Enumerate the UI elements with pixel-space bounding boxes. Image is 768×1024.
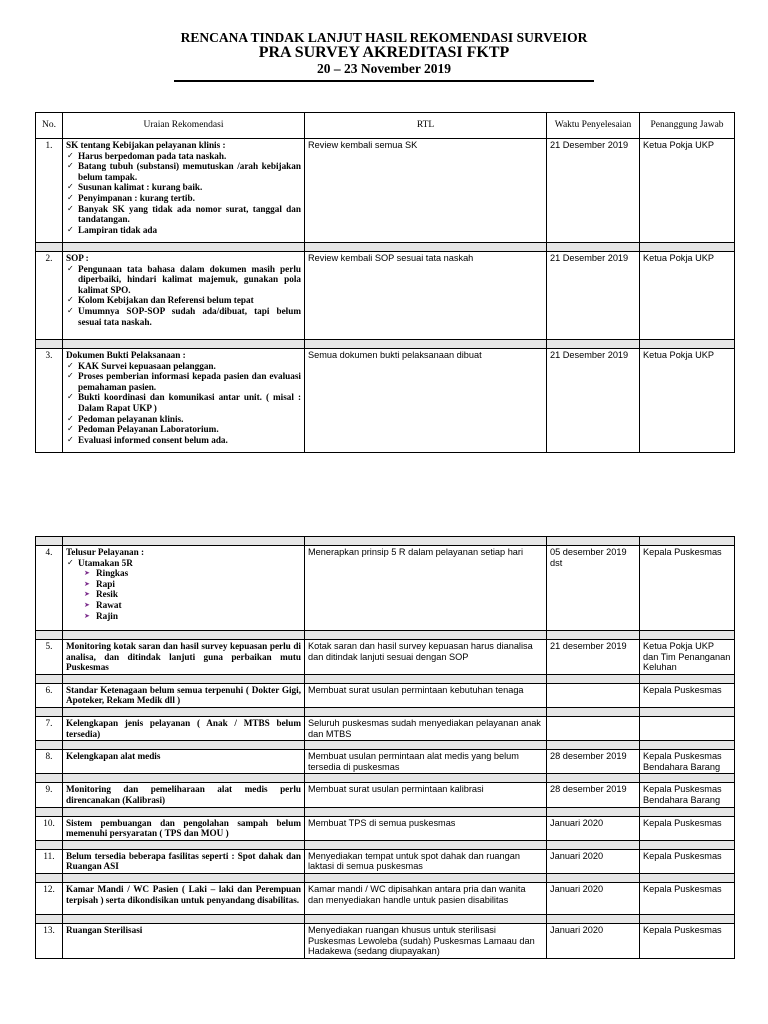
- list-item: ✓ KAK Survei kepuasaan pelanggan.: [78, 361, 301, 372]
- sub-list-item: [84, 599, 301, 611]
- table-row: [36, 849, 735, 873]
- row-waktu: [547, 683, 640, 707]
- list-item: ✓ Lampiran tidak ada: [78, 225, 301, 236]
- list-item: ✓ Bukti koordinasi dan komunikasi antar unit. ( misal : Dalam Rapat UKP ): [78, 392, 301, 413]
- row-uraian: Kamar Mandi / WC Pasien ( Laki – laki dan Perempuan terpisah ) serta dikondisikan untuk penyandang disabilitas.: [63, 882, 305, 914]
- row-rtl: Semua dokumen bukti pelaksanaan dibuat: [305, 349, 547, 453]
- row-uraian: [63, 252, 305, 340]
- row-no: 1.: [36, 139, 63, 243]
- header-rule: [174, 80, 594, 82]
- row-pj: Ketua Pokja UKP: [640, 349, 735, 453]
- list-item: ✓ Pedoman pelayanan klinis.: [78, 414, 301, 425]
- row-uraian: Kelengkapan jenis pelayanan ( Anak / MTBS belum tersedia): [63, 716, 305, 740]
- row-waktu: 21 Desember 2019: [547, 252, 640, 340]
- table-row: [36, 816, 735, 840]
- row-pj: Kepala Puskesmas Bendahara Barang: [640, 783, 735, 807]
- row-title: Dokumen Bukti Pelaksanaan :: [66, 350, 186, 360]
- row-uraian: Sistem pembuangan dan pengolahan sampah belum memenuhi persyaratan ( TPS dan MOU ): [63, 816, 305, 840]
- row-title: Telusur Pelayanan :: [66, 547, 145, 557]
- table-header-row: [36, 113, 735, 139]
- title-date: 20 – 23 November 2019: [317, 61, 451, 76]
- row-waktu: 21 Desember 2019: [547, 139, 640, 243]
- row-rtl: Membuat usulan permintaan alat medis yang belum tersedia di puskesmas: [305, 750, 547, 774]
- row-uraian: Monitoring kotak saran dan hasil survey kepuasan perlu di analisa, dan ditindak lanjuti guna perbaikan mutu Puskesmas: [63, 640, 305, 675]
- row-waktu: 05 desember 2019 dst: [547, 546, 640, 631]
- row-no: 9.: [36, 783, 63, 807]
- table-spacer: [36, 840, 735, 849]
- row-rtl: Menyediakan tempat untuk spot dahak dan ruangan laktasi di semua puskesmas: [305, 849, 547, 873]
- col-uraian: Uraian Rekomendasi: [63, 113, 305, 139]
- row-pj: Kepala Puskesmas: [640, 546, 735, 631]
- row-no: 7.: [36, 716, 63, 740]
- table-row: [36, 640, 735, 675]
- list-item: ✓ Proses pemberian informasi kepada pasien dan evaluasi pemahaman pasien.: [78, 371, 301, 392]
- table-row: [36, 683, 735, 707]
- table-row: [36, 716, 735, 740]
- row-rtl: Membuat surat usulan permintaan kebutuhan tenaga: [305, 683, 547, 707]
- table-row: [36, 139, 735, 243]
- row-no: 12.: [36, 882, 63, 914]
- row-waktu: Januari 2020: [547, 882, 640, 914]
- list-item: ✓ Utamakan 5R: [78, 558, 301, 569]
- row-no: 6.: [36, 683, 63, 707]
- col-rtl: RTL: [305, 113, 547, 139]
- row-waktu: 28 desember 2019: [547, 750, 640, 774]
- row-pj: Ketua Pokja UKP: [640, 252, 735, 340]
- list-item: ✓ Batang tubuh (substansi) memutuskan /arah kebijakan belum tampak.: [78, 161, 301, 182]
- sub-list-item: [84, 610, 301, 622]
- row-uraian: [63, 349, 305, 453]
- row-waktu: [547, 716, 640, 740]
- recommendation-table-2: [35, 536, 735, 959]
- row-rtl: Membuat TPS di semua puskesmas: [305, 816, 547, 840]
- list-item: ✓ Harus berpedoman pada tata naskah.: [78, 151, 301, 162]
- col-waktu: Waktu Penyelesaian: [547, 113, 640, 139]
- table-spacer: [36, 631, 735, 640]
- title-line-1: RENCANA TINDAK LANJUT HASIL REKOMENDASI SURVEIOR: [180, 30, 588, 45]
- row-uraian: [63, 139, 305, 243]
- row-uraian: Monitoring dan pemeliharaan alat medis perlu direncanakan (Kalibrasi): [63, 783, 305, 807]
- table-row: [36, 923, 735, 958]
- table-row: [36, 349, 735, 453]
- row-pj: Kepala Puskesmas: [640, 882, 735, 914]
- row-uraian: [63, 546, 305, 631]
- row-title: SOP :: [66, 253, 89, 263]
- sub-item-label: Rapi: [96, 578, 115, 589]
- row-rtl: Review kembali semua SK: [305, 139, 547, 243]
- arrow-bullet-icon: ➤: [84, 569, 90, 578]
- row-pj: Kepala Puskesmas: [640, 683, 735, 707]
- row-waktu: 28 desember 2019: [547, 783, 640, 807]
- sub-list-item: [84, 568, 301, 579]
- row-uraian: Ruangan Sterilisasi: [63, 923, 305, 958]
- row-waktu: 21 desember 2019: [547, 640, 640, 675]
- row-no: 3.: [36, 349, 63, 453]
- list-item: ✓ Susunan kalimat : kurang baik.: [78, 182, 301, 193]
- row-rtl: Membuat surat usulan permintaan kalibrasi: [305, 783, 547, 807]
- table-spacer: [36, 774, 735, 783]
- row-title: SK tentang Kebijakan pelayanan klinis :: [66, 140, 226, 150]
- arrow-bullet-icon: ➤: [84, 600, 90, 609]
- arrow-bullet-icon: ➤: [84, 611, 90, 620]
- row-pj: Ketua Pokja UKP dan Tim Penanganan Keluhan: [640, 640, 735, 675]
- arrow-bullet-icon: ➤: [84, 579, 90, 588]
- sub-item-label: Ringkas: [96, 568, 129, 579]
- sub-item-label: Rajin: [96, 610, 118, 621]
- row-no: 2.: [36, 252, 63, 340]
- sub-item-label: Resik: [96, 589, 118, 600]
- row-uraian: Belum tersedia beberapa fasilitas seperti : Spot dahak dan Ruangan ASI: [63, 849, 305, 873]
- row-rtl: Seluruh puskesmas sudah menyediakan pelayanan anak dan MTBS: [305, 716, 547, 740]
- sub-item-label: Rawat: [96, 599, 122, 610]
- table-spacer: [36, 914, 735, 923]
- row-uraian: Standar Ketenagaan belum semua terpenuhi ( Dokter Gigi, Apoteker, Rekam Medik dll ): [63, 683, 305, 707]
- list-item: ✓ Pengunaan tata bahasa dalam dokumen masih perlu diperbaiki, hindari kalimat majemuk, gunakan pola kalimat SPO.: [78, 264, 301, 296]
- document-header: [0, 30, 768, 76]
- table-spacer: [36, 807, 735, 816]
- table-row: [36, 882, 735, 914]
- table-spacer: [36, 741, 735, 750]
- table-spacer: [36, 243, 735, 252]
- row-pj: Kepala Puskesmas Bendahara Barang: [640, 750, 735, 774]
- table-row: [36, 252, 735, 340]
- table-spacer: [36, 707, 735, 716]
- row-rtl: Menyediakan ruangan khusus untuk sterilisasi Puskesmas Lewoleba (sudah) Puskesmas Lamaau dan Hadakewa (sedang diupayakan): [305, 923, 547, 958]
- table-spacer: [36, 674, 735, 683]
- table-spacer: [36, 340, 735, 349]
- list-item: ✓ Penyimpanan : kurang tertib.: [78, 193, 301, 204]
- row-no: 5.: [36, 640, 63, 675]
- row-no: 8.: [36, 750, 63, 774]
- table-spacer: [36, 537, 735, 546]
- row-no: 13.: [36, 923, 63, 958]
- recommendation-table-1: [35, 112, 735, 453]
- table-row: [36, 750, 735, 774]
- col-no: No.: [36, 113, 63, 139]
- title-line-2: PRA SURVEY AKREDITASI FKTP: [258, 44, 510, 61]
- row-waktu: Januari 2020: [547, 849, 640, 873]
- row-waktu: Januari 2020: [547, 816, 640, 840]
- list-item: ✓ Umumnya SOP-SOP sudah ada/dibuat, tapi belum sesuai tata naskah.: [78, 306, 301, 327]
- sub-list-item: [84, 589, 301, 600]
- row-no: 11.: [36, 849, 63, 873]
- list-item: ✓ Banyak SK yang tidak ada nomor surat, tanggal dan tandatangan.: [78, 204, 301, 225]
- list-item: ✓ Evaluasi informed consent belum ada.: [78, 435, 301, 446]
- row-uraian: Kelengkapan alat medis: [63, 750, 305, 774]
- row-no: 4.: [36, 546, 63, 631]
- list-item: ✓ Pedoman Pelayanan Laboratorium.: [78, 424, 301, 435]
- row-rtl: Review kembali SOP sesuai tata naskah: [305, 252, 547, 340]
- row-pj: [640, 716, 735, 740]
- row-rtl: Kotak saran dan hasil survey kepuasan harus dianalisa dan ditindak lanjuti sesuai dengan SOP: [305, 640, 547, 675]
- row-pj: Kepala Puskesmas: [640, 816, 735, 840]
- row-waktu: 21 Desember 2019: [547, 349, 640, 453]
- row-rtl: Menerapkan prinsip 5 R dalam pelayanan setiap hari: [305, 546, 547, 631]
- row-pj: Kepala Puskesmas: [640, 849, 735, 873]
- arrow-bullet-icon: ➤: [84, 590, 90, 599]
- row-rtl: Kamar mandi / WC dipisahkan antara pria dan wanita dan menyediakan handle untuk pasien disabilitas: [305, 882, 547, 914]
- row-pj: Ketua Pokja UKP: [640, 139, 735, 243]
- row-no: 10.: [36, 816, 63, 840]
- row-waktu: Januari 2020: [547, 923, 640, 958]
- col-pj: Penanggung Jawab: [640, 113, 735, 139]
- table-row: [36, 783, 735, 807]
- list-item: ✓ Kolom Kebijakan dan Referensi belum tepat: [78, 295, 301, 306]
- table-row: [36, 546, 735, 631]
- row-pj: Kepala Puskesmas: [640, 923, 735, 958]
- sub-list-item: [84, 578, 301, 590]
- table-spacer: [36, 873, 735, 882]
